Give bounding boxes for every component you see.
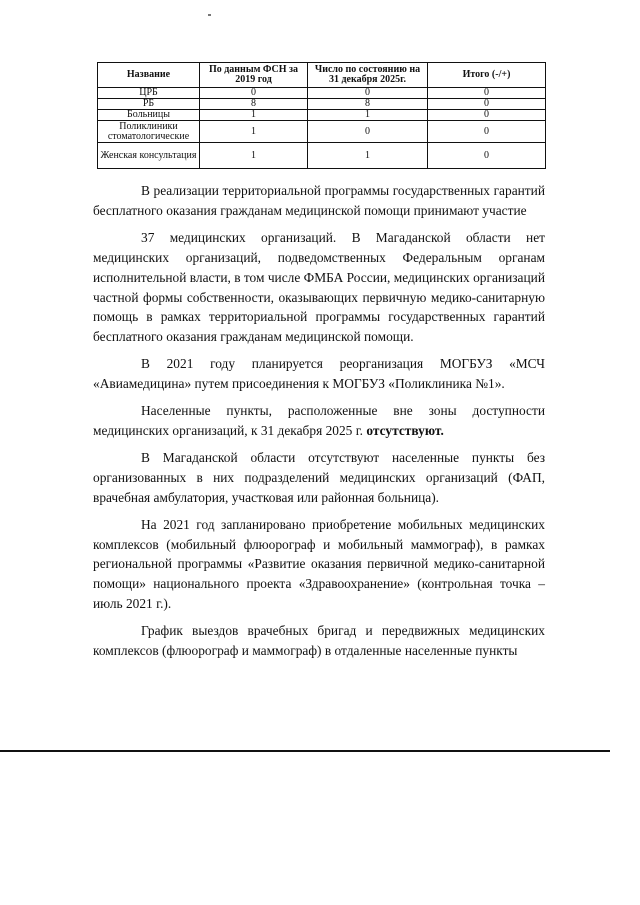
table-row [98,143,546,169]
table-row [98,88,546,99]
row-fsn: 1 [200,121,308,143]
row-current: 0 [308,121,428,143]
row-total: 0 [428,88,546,99]
row-fsn: 1 [200,110,308,121]
row-current: 0 [308,88,428,99]
row-name: РБ [98,99,200,110]
row-total: 0 [428,121,546,143]
row-current: 1 [308,110,428,121]
paragraph-accessibility [93,401,545,441]
page-bottom-rule [0,750,610,752]
table-row [98,99,546,110]
paragraph-schedule: График выездов врачебных бригад и передвижных медицинских комплексов (флюорограф и маммограф) в отдаленные населенные пункты [93,623,545,659]
scan-speck [208,14,211,16]
table-row [98,110,546,121]
row-current: 8 [308,99,428,110]
header-total: Итого (-/+) [428,63,546,88]
paragraph-organizations: 37 медицинских организаций. В Магаданской области нет медицинских организаций, подведомственных Федеральным органам исполнительной власти, в том числе ФМБА России, медицинских организаций частной формы собственности, оказывающих первичную медико-санитарную помощь в рамках территориальной программы государственных гарантий бесплатного оказания гражданам медицинской помощи. [93,229,545,345]
table-row [98,121,546,143]
accessibility-bold: отсутствуют. [366,422,444,438]
paragraph-settlements: В Магаданской области отсутствуют населенные пункты без организованных в них подразделений медицинских организаций (ФАП, врачебная амбулатория, участковая или районная больница). [93,449,545,505]
row-total: 0 [428,143,546,169]
row-total: 0 [428,99,546,110]
header-fsn-2019: По данным ФСН за 2019 год [200,63,308,88]
row-fsn: 8 [200,99,308,110]
header-name: Название [98,63,200,88]
table-header-row [98,63,546,88]
facilities-table [97,62,546,169]
paragraph-mobile-complexes: На 2021 год запланировано приобретение мобильных медицинских комплексов (мобильный флюорограф и мобильный маммограф), в рамках региональной программы «Развитие оказания первичной медико-санитарной помощи» национального проекта «Здравоохранение» (контрольная точка – июль 2021 г.). [93,516,545,612]
row-name: Больницы [98,110,200,121]
row-total: 0 [428,110,546,121]
accessibility-text: Населенные пункты, расположенные вне зоны доступности медицинских организаций, к 31 декабря 2025 г. [93,403,545,438]
paragraph-participation: В реализации территориальной программы государственных гарантий бесплатного оказания гражданам медицинской помощи принимают участие [93,183,545,218]
paragraph-reorganization: В 2021 году планируется реорганизация МОГБУЗ «МСЧ «Авиамедицина» путем присоединения к МОГБУЗ «Поликлиника №1». [93,356,545,392]
header-current-2025: Число по состоянию на 31 декабря 2025г. [308,63,428,88]
row-current: 1 [308,143,428,169]
row-name: Поликлиники стоматологические [98,121,200,143]
row-fsn: 0 [200,88,308,99]
row-name: Женская консультация [98,143,200,169]
row-fsn: 1 [200,143,308,169]
body-text [93,181,545,661]
row-name: ЦРБ [98,88,200,99]
